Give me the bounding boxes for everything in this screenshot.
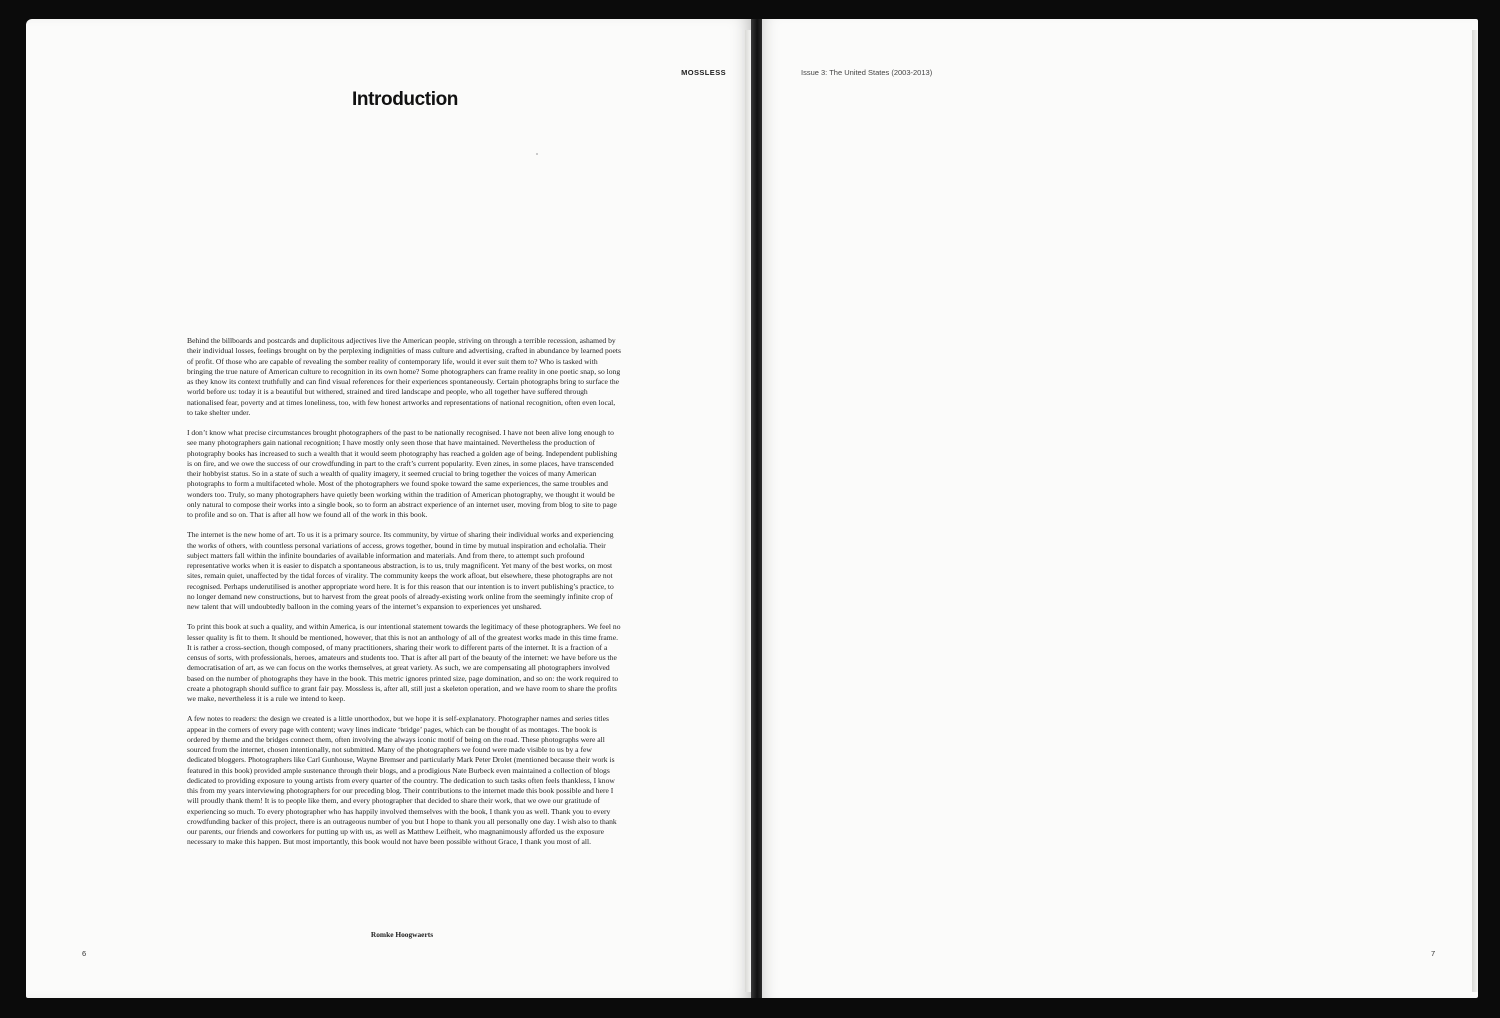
right-page <box>762 19 1478 998</box>
page-title: Introduction <box>351 89 458 110</box>
introduction-body <box>187 336 621 858</box>
paper-speck <box>536 153 538 155</box>
page-number-left: 6 <box>82 949 87 958</box>
running-head-publication: MOSSLESS <box>681 68 726 77</box>
author-signature: Romke Hoogwaerts <box>370 930 434 939</box>
paragraph-2: I don’t know what precise circumstances brought photographers of the past to be nationally recognised. I have not been alive long enough to see many photographers gain national recognition; I have mostly only seen those that have maintained. Nevertheless the production of photography books has increased to such a wealth that it would seem photography has reached a golden age of being. Independent publishing is on fire, and we owe the success of our crowdfunding in part to the craft’s current popularity. Even zines, in some places, have transcended their hobbyist status. So in a state of such a wealth of quality imagery, it seemed crucial to bring together the voices of many American photographs to form a multifaceted whole. Most of the photographers we found spoke toward the same experiences, the same troubles and wonders too. Truly, so many photographers have quietly been working within the tradition of American photography, we thought it would be only natural to compose their works into a single book, so to form an abstract experience of an internet user, moving from blog to site to page to profile and so on. That is after all how we found all of the work in this book. <box>187 428 618 519</box>
paragraph-3: The internet is the new home of art. To us it is a primary source. Its community, by virtue of sharing their individual works and experiencing the works of others, with countless personal variations of access, grows together, bound in time by mutual inspiration and echolalia. Their subject matters fall within the infinite boundaries of available information and materials. And from there, to attempt such profound representative works when it is easier to dispatch a spontaneous abstraction, is to us, truly magnificent. Yet many of the best works, on most sites, remain quiet, unaffected by the tidal forces of virality. The community keeps the work afloat, but elsewhere, these photographs are not recognised. Perhaps underutilised is another appropriate word here. It is for this reason that our intention is to invert publishing’s practice, to no longer demand new constructions, but to harvest from the great pools of already-existing work online from the seemingly infinite crop of new talent that will undoubtedly balloon in the coming years of the internet’s expansion to experiences yet unshared. <box>187 530 614 611</box>
paragraph-5: A few notes to readers: the design we created is a little unorthodox, but we hope it is self-explanatory. Photographer names and series titles appear in the corners of every page with content; wavy lines indicate ‘bridge’ pages, which can be thought of as montages. The book is ordered by theme and the bridges connect them, often involving the always iconic motif of being on the road. These photographs were all sourced from the internet, chosen intentionally, not submitted. Many of the photographers we found were made visible to us by a few dedicated bloggers. Photographers like Carl Gunhouse, Wayne Bremser and particularly Mark Peter Drolet (mentioned because their work is featured in this book) provided ample sustenance through their blogs, and a prodigious Nate Burbeck even maintained a collection of blogs dedicated to providing exposure to young artists from every quarter of the country. The dedication to such tasks often feels thankless, I know this from my years interviewing photographers for our preceding blog. Their contributions to the internet made this book possible and here I will proudly thank them! It is to people like them, and every photographer that decided to share their work, that we owe our gratitude of experiencing so much. To every photographer who has happily involved themselves with the book, I thank you as well. Thank you to every crowdfunding backer of this project, there is an outrageous number of you but I hope to thank you all personally one day. I wish also to thank our parents, our friends and coworkers for putting up with us, as well as Matthew Leifheit, who magnanimously afforded us the exposure necessary to make this happen. But most importantly, this book would not have been possible without Grace, I thank you most of all. <box>187 714 617 847</box>
paragraph-1: Behind the billboards and postcards and duplicitous adjectives live the American people, striving on through a terrible recession, ashamed by their individual losses, feelings brought on by the perplexing indignities of mass culture and advertising, crafted in abundance by learned poets of profit. Of those who are capable of revealing the somber reality of contemporary life, would it ever suit them to? Who is tasked with bringing the true nature of American culture to recognition in its own home? Some photographers can frame reality in one poetic snap, so long as they know its context truthfully and can find visual references for their experiences spontaneously. Certain photographs bring to surface the world before us: today it is a beautiful but withered, strained and tired landscape and people, who all together have suffered through nationalised fear, poverty and at times loneliness, too, with few honest artworks and representations of national recognition, often even local, to take shelter under. <box>187 336 621 417</box>
page-number-right: 7 <box>1431 949 1436 958</box>
right-page-edge <box>1472 30 1478 992</box>
book-gutter <box>751 19 762 998</box>
running-head-issue: Issue 3: The United States (2003-2013) <box>801 68 933 77</box>
paragraph-4: To print this book at such a quality, and within America, is our intentional statement towards the legitimacy of these photographers. We feel no lesser quality is fit to them. It should be mentioned, however, that this is not an anthology of all of the greatest works made in this time frame. It is rather a cross-section, though composed, of many practitioners, sharing their work to different parts of the internet. It is a fraction of a census of sorts, with professionals, heroes, amateurs and students too. That is after all part of the beauty of the internet: we have before us the democratisation of art, as we can focus on the works themselves, at great variety. As such, we are compensating all photographers involved based on the number of photographs they have in the book. This metric ignores printed size, page domination, and so on: the work required to create a photograph should suffice to grant fair pay. Mossless is, after all, still just a skeleton operation, and we have room to share the profits we make, nevertheless it is a rule we intend to keep. <box>187 622 621 703</box>
